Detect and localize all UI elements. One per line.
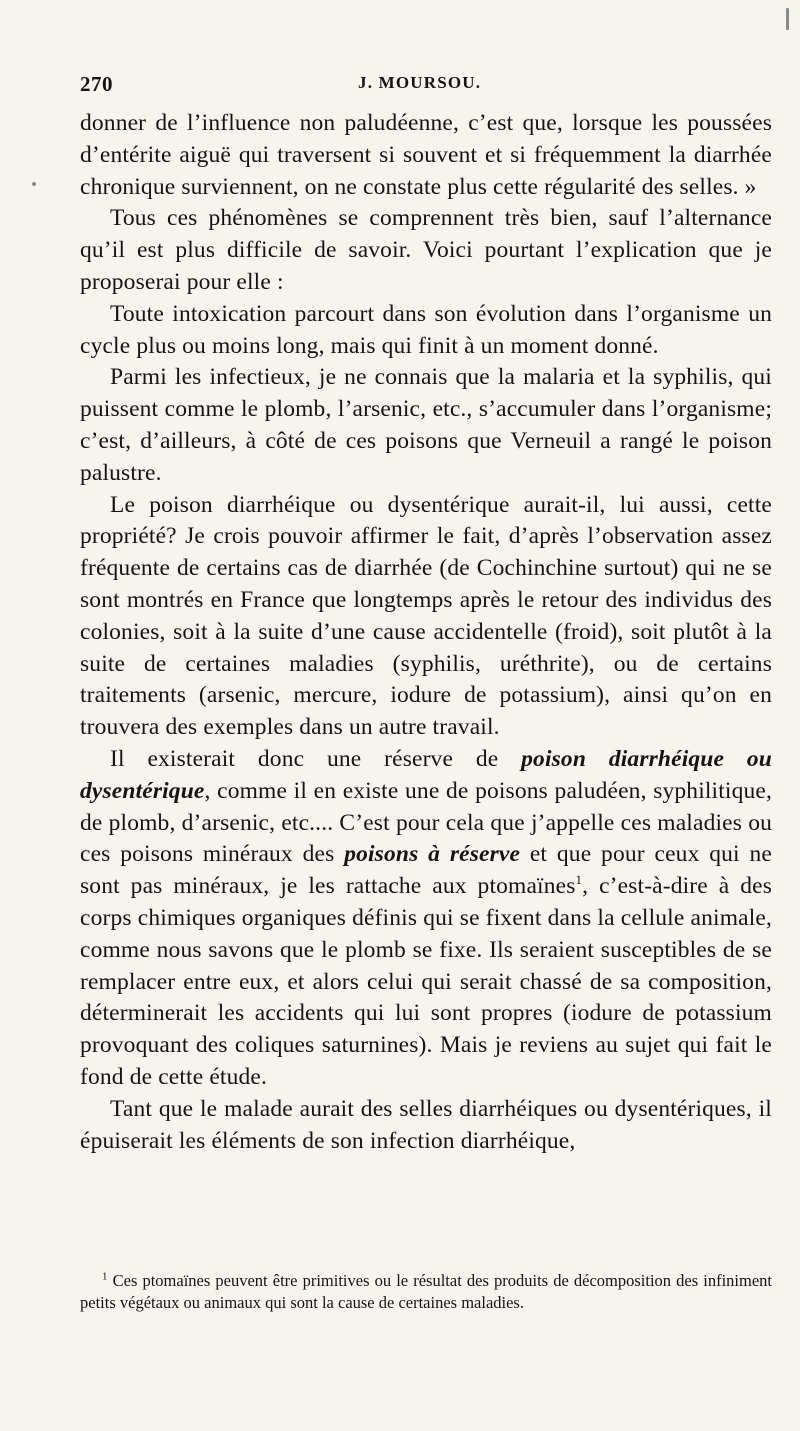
paragraph: Toute intoxication parcourt dans son évolution dans l’organisme un cycle plus ou moins long, mais qui finit à un moment donné.: [80, 300, 772, 359]
footnote: [80, 1270, 772, 1314]
scan-speck: [32, 182, 36, 186]
text-run: , comme il en existe une de poisons paludéen, syphilitique, de plomb, d’arsenic, etc.... C’est pour cela que j’appelle ces maladies ou ces poisons minéraux des: [80, 777, 772, 868]
footnote-text: Ces ptomaïnes peuvent être primitives ou le résultat des produits de décomposition des infiniment petits végétaux ou animaux qui sont la cause de certaines maladies.: [80, 1271, 772, 1312]
body-text: [80, 108, 772, 1157]
paragraph: Tant que le malade aurait des selles diarrhéiques ou dysentériques, il épuiserait les éléments de son infection diarrhéique,: [80, 1095, 772, 1154]
scan-speck: [786, 8, 789, 30]
paragraph: Parmi les infectieux, je ne connais que la malaria et la syphilis, qui puissent comme le plomb, l’arsenic, etc., s’accumuler dans l’organisme; c’est, d’ailleurs, à côté de ces poisons que Verneuil a rangé le poison palustre.: [80, 364, 772, 486]
running-head-author: J. MOURSOU.: [358, 73, 482, 92]
paragraph: Le poison diarrhéique ou dysentérique aurait-il, lui aussi, cette propriété? Je crois pouvoir affirmer le fait, d’après l’observation assez fréquente de certains cas de diarrhée (de Cochinchine surtout) qui ne se sont montrés en France que longtemps après le retour des individus des colonies, soit à la suite d’une cause accidentelle (froid), soit plutôt à la suite de certaines maladies (syphilis, uréthrite), ou de certains traitements (arsenic, mercure, iodure de potassium), ainsi qu’on en trouvera des exemples dans un autre travail.: [80, 491, 772, 741]
page-number: 270: [80, 72, 113, 96]
paragraph: Tous ces phénomènes se comprennent très bien, sauf l’alternance qu’il est plus difficile de savoir. Voici pourtant l’explication que je proposerai pour elle :: [80, 205, 772, 295]
footnote-mark: 1: [102, 1270, 108, 1283]
text-run: Il existerait donc une réserve de: [110, 745, 522, 772]
paragraph-continuation: donner de l’influence non paludéenne, c’est que, lorsque les poussées d’entérite aiguë qui traversent si souvent et si fréquemment la diarrhée chronique surviennent, on ne constate plus cette régularité des selles. »: [80, 110, 772, 200]
footnote-reference: 1: [575, 872, 583, 888]
text-run: et que pour ceux qui ne sont pas minéraux, je les rattache aux ptomaïnes: [80, 841, 772, 900]
paragraph-reserve: [80, 744, 772, 1094]
text-run: , c’est-à-dire à des corps chimiques organiques définis qui se fixent dans la cellule animale, comme nous savons que le plomb se fixe. Ils seraient susceptibles de se remplacer entre eux, et alors celui qui serait chassé de sa composition, déterminerait les accidents qui lui sont propres (iodure de potassium provoquant des coliques saturnines). Mais je reviens au sujet qui fait le fond de cette étude.: [80, 873, 773, 1090]
italic-term: poisons à réserve: [344, 841, 521, 868]
running-head: [80, 72, 770, 98]
italic-term: poison diarrhéique ou dysentérique: [80, 745, 773, 804]
